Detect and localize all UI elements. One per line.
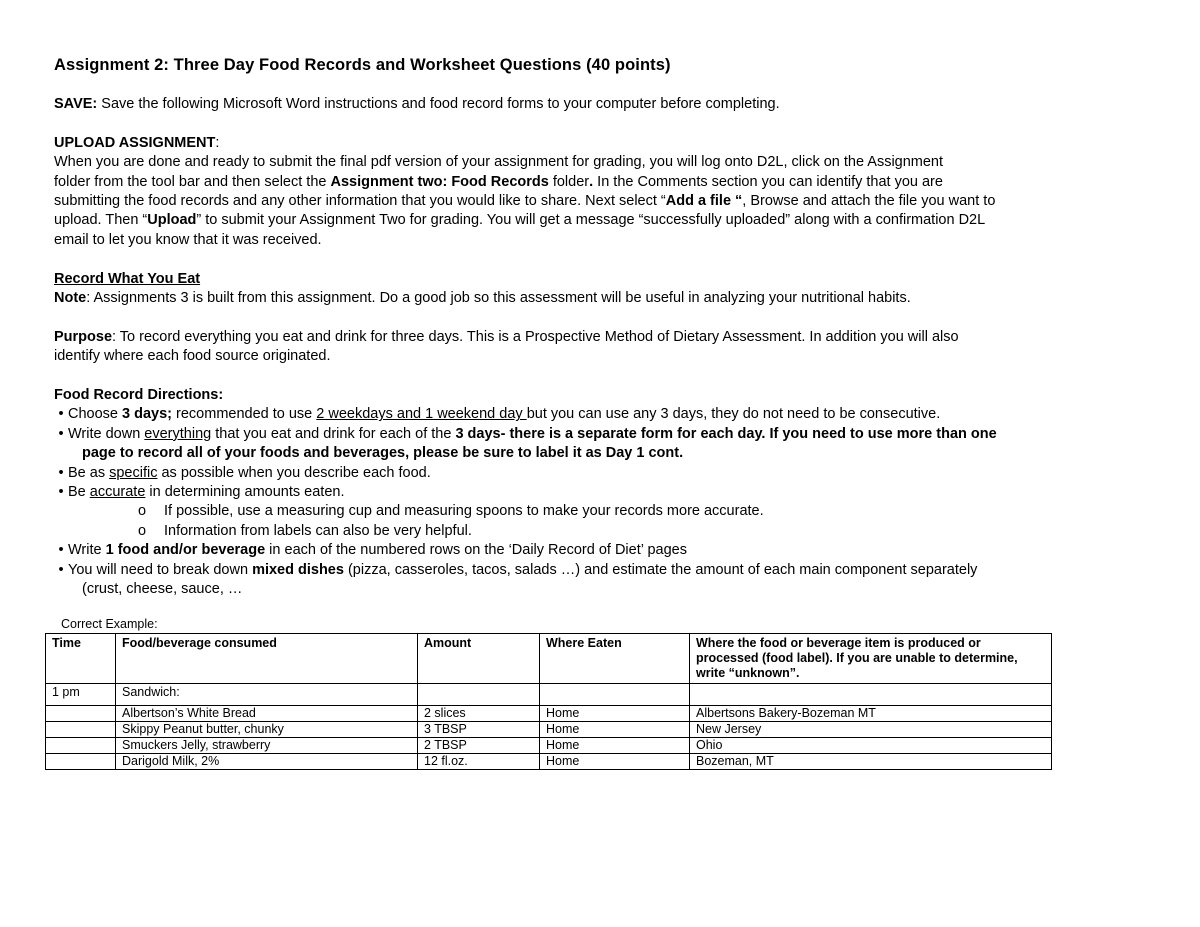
save-label: SAVE:: [54, 96, 98, 112]
bullet-icon: •: [58, 542, 64, 559]
list-item: • Be as specific as possible when you describe each food.: [54, 464, 1154, 483]
table-row: Darigold Milk, 2% 12 fl.oz. Home Bozeman, MT: [46, 754, 1052, 770]
table-row: Albertson’s White Bread 2 slices Home Albertsons Bakery-Bozeman MT: [46, 706, 1052, 722]
bullet-icon: •: [58, 561, 64, 578]
upload-line-1: When you are done and ready to submit the final pdf version of your assignment for grading, you will log onto D2L, click on the Assignment: [54, 154, 944, 171]
sub-list-item: o Information from labels can also be very helpful.: [54, 522, 1154, 541]
upload-heading: UPLOAD ASSIGNMENT:: [54, 134, 220, 151]
directions-heading: Food Record Directions:: [54, 387, 224, 404]
list-item: • Be accurate in determining amounts eaten.: [54, 483, 1154, 502]
save-text: Save the following Microsoft Word instructions and food record forms to your computer before completing.: [97, 96, 780, 112]
document-page: [54, 56, 1154, 600]
list-item-continuation: page to record all of your foods and beverages, please be sure to label it as Day 1 cont.: [82, 445, 684, 462]
list-item: • You will need to break down mixed dishes (pizza, casseroles, tacos, salads …) and estimate the amount of each main component separately: [54, 561, 1154, 580]
circle-bullet-icon: o: [138, 522, 147, 539]
header-where: Where Eaten: [540, 634, 690, 684]
table-header-row: [46, 634, 1052, 684]
purpose-line-2: identify where each food source originated.: [54, 348, 331, 365]
upload-line-4: upload. Then “Upload” to submit your Assignment Two for grading. You will get a message “successfully uploaded” along with a confirmation D2L: [54, 212, 986, 229]
bullet-icon: •: [58, 425, 64, 442]
header-amount: Amount: [418, 634, 540, 684]
list-item: • Choose 3 days; recommended to use 2 weekdays and 1 weekend day but you can use any 3 days, they do not need to be consecutive.: [54, 405, 1154, 424]
header-time: Time: [46, 634, 116, 684]
purpose-line-1: Purpose: To record everything you eat and drink for three days. This is a Prospective Method of Dietary Assessment. In addition you will also: [54, 328, 959, 345]
list-item-continuation: (crust, cheese, sauce, …: [82, 581, 243, 598]
record-heading: Record What You Eat: [54, 270, 201, 287]
bullet-icon: •: [58, 406, 64, 423]
list-item: • Write 1 food and/or beverage in each of the numbered rows on the ‘Daily Record of Diet’ pages: [54, 541, 1154, 560]
page-title: Assignment 2: Three Day Food Records and Worksheet Questions (40 points): [54, 56, 671, 74]
circle-bullet-icon: o: [138, 503, 147, 520]
list-item: • Write down everything that you eat and drink for each of the 3 days- there is a separate form for each day. If you need to use more than one: [54, 425, 1154, 444]
upload-line-2: folder from the tool bar and then select the Assignment two: Food Records folder. In the Comments section you can identify that you are: [54, 173, 943, 190]
sub-list-item: o If possible, use a measuring cup and measuring spoons to make your records more accurate.: [54, 502, 1154, 521]
example-label: Correct Example:: [61, 617, 158, 631]
bullet-icon: •: [58, 484, 64, 501]
upload-line-3: submitting the food records and any other information that you would like to share. Next select “Add a file “, Browse and attach the file you want to: [54, 193, 996, 210]
save-paragraph: [54, 95, 1154, 114]
table-row: 1 pm Sandwich:: [46, 684, 1052, 706]
example-table: [45, 633, 1052, 770]
table-row: Smuckers Jelly, strawberry 2 TBSP Home Ohio: [46, 738, 1052, 754]
header-food: Food/beverage consumed: [116, 634, 418, 684]
bullet-icon: •: [58, 464, 64, 481]
table-row: Skippy Peanut butter, chunky 3 TBSP Home New Jersey: [46, 722, 1052, 738]
upload-line-5: email to let you know that it was received.: [54, 231, 322, 248]
note-paragraph: Note: Assignments 3 is built from this assignment. Do a good job so this assessment will be useful in analyzing your nutritional habits.: [54, 290, 911, 307]
header-source: Where the food or beverage item is produced or processed (food label). If you are unable to determine, write “unknown”.: [690, 634, 1052, 684]
